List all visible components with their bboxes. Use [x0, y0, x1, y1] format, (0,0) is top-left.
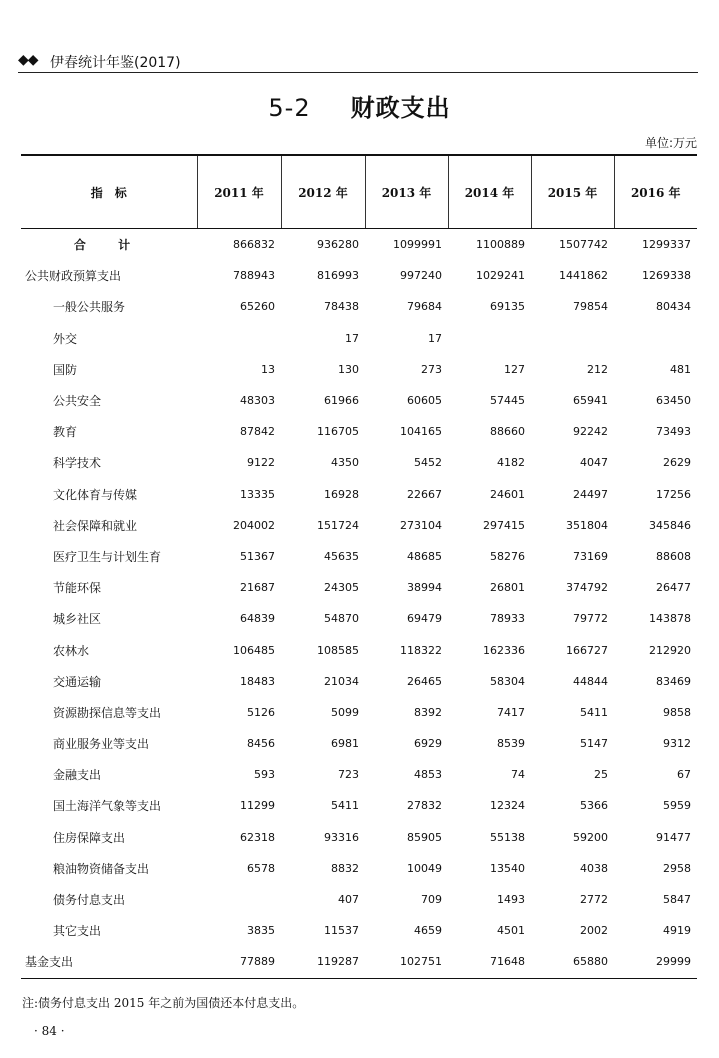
value-cell: 74	[511, 768, 525, 782]
table-row	[21, 728, 697, 759]
value-cell: 119287	[281, 946, 365, 978]
table-name: 财政支出	[350, 94, 451, 122]
value-cell: 13540	[490, 861, 525, 875]
value-cell	[197, 884, 281, 915]
value-cell: 73169	[573, 549, 608, 563]
value-cell: 4501	[497, 924, 525, 938]
value-cell: 4047	[580, 456, 608, 470]
row-label: 其它支出	[53, 924, 102, 939]
value-cell: 723	[338, 768, 359, 782]
row-label: 基金支出	[21, 946, 197, 978]
value-cell: 1029241	[476, 269, 525, 283]
value-cell: 212	[587, 362, 608, 376]
value-cell: 5411	[580, 705, 608, 719]
table-row	[21, 416, 697, 447]
row-label: 合 计	[73, 238, 145, 253]
value-cell: 13	[261, 362, 275, 376]
value-cell: 345846	[649, 518, 691, 532]
value-cell: 58304	[490, 674, 525, 688]
value-cell: 26465	[407, 674, 442, 688]
value-cell: 709	[421, 893, 442, 907]
value-cell: 65880	[531, 946, 614, 978]
value-cell: 77889	[197, 946, 281, 978]
value-cell: 204002	[233, 518, 275, 532]
value-cell: 79854	[573, 300, 608, 314]
value-cell: 9312	[663, 737, 691, 751]
value-cell: 118322	[400, 643, 442, 657]
value-cell: 45635	[324, 549, 359, 563]
value-cell: 44844	[573, 674, 608, 688]
table-row	[21, 572, 697, 603]
value-cell: 93316	[324, 830, 359, 844]
table-row	[21, 479, 697, 510]
table-number: 5-2	[268, 94, 311, 122]
table-row	[21, 323, 697, 354]
table-row	[21, 354, 697, 385]
table-row	[21, 229, 697, 261]
value-cell: 60605	[407, 394, 442, 408]
value-cell: 166727	[566, 643, 608, 657]
value-cell: 108585	[317, 643, 359, 657]
value-cell: 61966	[324, 394, 359, 408]
table-body	[21, 229, 697, 979]
value-cell: 2629	[663, 456, 691, 470]
value-cell: 2772	[580, 893, 608, 907]
table-row	[21, 447, 697, 478]
value-cell: 26477	[656, 581, 691, 595]
value-cell	[448, 323, 531, 354]
value-cell: 4350	[331, 456, 359, 470]
value-cell: 8539	[497, 737, 525, 751]
value-cell	[197, 323, 281, 354]
value-cell: 273	[421, 362, 442, 376]
table-row	[21, 541, 697, 572]
row-label: 科学技术	[53, 456, 102, 471]
value-cell: 59200	[573, 830, 608, 844]
value-cell: 5099	[331, 705, 359, 719]
value-cell: 273104	[400, 518, 442, 532]
value-cell: 88608	[656, 549, 691, 563]
value-cell: 297415	[483, 518, 525, 532]
value-cell: 997240	[400, 269, 442, 283]
value-cell: 13335	[240, 487, 275, 501]
table-row	[21, 666, 697, 697]
value-cell: 73493	[656, 425, 691, 439]
value-cell: 5147	[580, 737, 608, 751]
table-row	[21, 790, 697, 821]
table-row	[21, 884, 697, 915]
row-label: 住房保障支出	[53, 830, 126, 845]
value-cell: 1299337	[642, 238, 691, 252]
value-cell: 5847	[663, 893, 691, 907]
header-rule	[18, 72, 698, 73]
row-label: 农林水	[53, 643, 90, 658]
value-cell: 143878	[649, 612, 691, 626]
row-label: 商业服务业等支出	[53, 737, 150, 752]
value-cell: 4038	[580, 861, 608, 875]
value-cell: 55138	[490, 830, 525, 844]
value-cell: 17256	[656, 487, 691, 501]
value-cell: 67	[677, 768, 691, 782]
value-cell: 18483	[240, 674, 275, 688]
value-cell: 88660	[490, 425, 525, 439]
table-row	[21, 634, 697, 665]
header-row	[21, 155, 697, 229]
row-label: 粮油物资储备支出	[53, 861, 150, 876]
value-cell: 69479	[407, 612, 442, 626]
year-header: 2011 年	[197, 155, 281, 229]
value-cell: 62318	[240, 830, 275, 844]
value-cell: 1099991	[393, 238, 442, 252]
table-row	[21, 603, 697, 634]
row-label: 国土海洋气象等支出	[53, 799, 162, 814]
value-cell: 12324	[490, 799, 525, 813]
value-cell: 788943	[233, 269, 275, 283]
value-cell: 51367	[240, 549, 275, 563]
row-label: 城乡社区	[53, 612, 102, 627]
value-cell: 102751	[365, 946, 448, 978]
value-cell: 2002	[580, 924, 608, 938]
value-cell: 104165	[400, 425, 442, 439]
unit-label: 单位:万元	[644, 136, 697, 150]
row-label: 公共安全	[53, 394, 102, 409]
book-title: 伊春统计年鉴(2017)	[50, 55, 181, 71]
value-cell: 17	[428, 331, 442, 345]
value-cell: 21687	[240, 581, 275, 595]
value-cell: 64839	[240, 612, 275, 626]
value-cell: 71648	[448, 946, 531, 978]
value-cell: 24305	[324, 581, 359, 595]
value-cell: 5126	[247, 705, 275, 719]
table-row	[21, 260, 697, 291]
year-header: 2012 年	[281, 155, 365, 229]
value-cell: 106485	[233, 643, 275, 657]
row-label: 节能环保	[53, 581, 102, 596]
value-cell: 8456	[247, 737, 275, 751]
value-cell: 151724	[317, 518, 359, 532]
value-cell: 5411	[331, 799, 359, 813]
value-cell: 7417	[497, 705, 525, 719]
footnote: 注:债务付息支出 2015 年之前为国债还本付息支出。	[22, 996, 305, 1010]
value-cell: 9858	[663, 705, 691, 719]
diamond-icon: ◆◆	[18, 52, 38, 68]
value-cell: 65941	[573, 394, 608, 408]
value-cell: 78438	[324, 300, 359, 314]
value-cell: 116705	[317, 425, 359, 439]
value-cell: 26801	[490, 581, 525, 595]
value-cell: 63450	[656, 394, 691, 408]
value-cell: 162336	[483, 643, 525, 657]
row-label: 资源勘探信息等支出	[53, 705, 162, 720]
value-cell: 4182	[497, 456, 525, 470]
value-cell: 8832	[331, 861, 359, 875]
value-cell: 54870	[324, 612, 359, 626]
page-title	[0, 88, 719, 123]
value-cell: 29999	[614, 946, 697, 978]
value-cell: 11537	[324, 924, 359, 938]
value-cell: 21034	[324, 674, 359, 688]
value-cell: 3835	[247, 924, 275, 938]
value-cell: 91477	[656, 830, 691, 844]
value-cell: 127	[504, 362, 525, 376]
indicator-header: 指 标	[21, 155, 197, 229]
value-cell: 1441862	[559, 269, 608, 283]
value-cell: 1507742	[559, 238, 608, 252]
value-cell: 48303	[240, 394, 275, 408]
value-cell: 83469	[656, 674, 691, 688]
row-label: 文化体育与传媒	[53, 487, 138, 502]
value-cell: 5366	[580, 799, 608, 813]
row-label: 外交	[53, 331, 78, 346]
table-row	[21, 510, 697, 541]
row-label: 债务付息支出	[53, 893, 126, 908]
value-cell: 80434	[656, 300, 691, 314]
value-cell: 10049	[407, 861, 442, 875]
value-cell: 936280	[317, 238, 359, 252]
value-cell: 5452	[414, 456, 442, 470]
table-row	[21, 853, 697, 884]
year-header: 2014 年	[448, 155, 531, 229]
table-row	[21, 385, 697, 416]
table-row	[21, 291, 697, 322]
value-cell: 1100889	[476, 238, 525, 252]
row-label: 国防	[53, 362, 78, 377]
year-header: 2016 年	[614, 155, 697, 229]
row-label: 社会保障和就业	[53, 518, 138, 533]
finance-table	[21, 154, 697, 979]
value-cell: 4853	[414, 768, 442, 782]
value-cell: 79684	[407, 300, 442, 314]
value-cell: 27832	[407, 799, 442, 813]
value-cell: 69135	[490, 300, 525, 314]
value-cell: 407	[338, 893, 359, 907]
value-cell: 57445	[490, 394, 525, 408]
value-cell: 481	[670, 362, 691, 376]
value-cell: 374792	[566, 581, 608, 595]
value-cell: 8392	[414, 705, 442, 719]
row-label: 医疗卫生与计划生育	[53, 549, 162, 564]
value-cell: 16928	[324, 487, 359, 501]
value-cell: 4919	[663, 924, 691, 938]
page-number: · 84 ·	[34, 1024, 65, 1038]
value-cell: 85905	[407, 830, 442, 844]
value-cell: 87842	[240, 425, 275, 439]
value-cell: 6929	[414, 737, 442, 751]
table-row	[21, 822, 697, 853]
table-row	[21, 915, 697, 946]
value-cell	[531, 323, 614, 354]
value-cell: 816993	[317, 269, 359, 283]
row-label: 公共财政预算支出	[25, 269, 122, 284]
value-cell: 6981	[331, 737, 359, 751]
value-cell: 24497	[573, 487, 608, 501]
value-cell: 351804	[566, 518, 608, 532]
row-label: 金融支出	[53, 768, 102, 783]
row-label: 教育	[53, 425, 78, 440]
value-cell: 11299	[240, 799, 275, 813]
value-cell: 1269338	[642, 269, 691, 283]
value-cell: 5959	[663, 799, 691, 813]
value-cell: 38994	[407, 581, 442, 595]
value-cell: 78933	[490, 612, 525, 626]
value-cell: 212920	[649, 643, 691, 657]
value-cell: 130	[338, 362, 359, 376]
value-cell: 6578	[247, 861, 275, 875]
table-row	[21, 759, 697, 790]
running-header	[18, 50, 698, 72]
table-row	[21, 946, 697, 978]
value-cell: 48685	[407, 549, 442, 563]
year-header: 2013 年	[365, 155, 448, 229]
value-cell: 65260	[240, 300, 275, 314]
year-header: 2015 年	[531, 155, 614, 229]
row-label: 一般公共服务	[53, 300, 126, 315]
value-cell: 22667	[407, 487, 442, 501]
value-cell: 58276	[490, 549, 525, 563]
value-cell: 17	[345, 331, 359, 345]
value-cell	[614, 323, 697, 354]
value-cell: 79772	[573, 612, 608, 626]
value-cell: 866832	[233, 238, 275, 252]
value-cell: 24601	[490, 487, 525, 501]
value-cell: 4659	[414, 924, 442, 938]
value-cell: 1493	[497, 893, 525, 907]
value-cell: 25	[594, 768, 608, 782]
value-cell: 2958	[663, 861, 691, 875]
table-row	[21, 697, 697, 728]
value-cell: 9122	[247, 456, 275, 470]
value-cell: 92242	[573, 425, 608, 439]
value-cell: 593	[254, 768, 275, 782]
row-label: 交通运输	[53, 674, 102, 689]
